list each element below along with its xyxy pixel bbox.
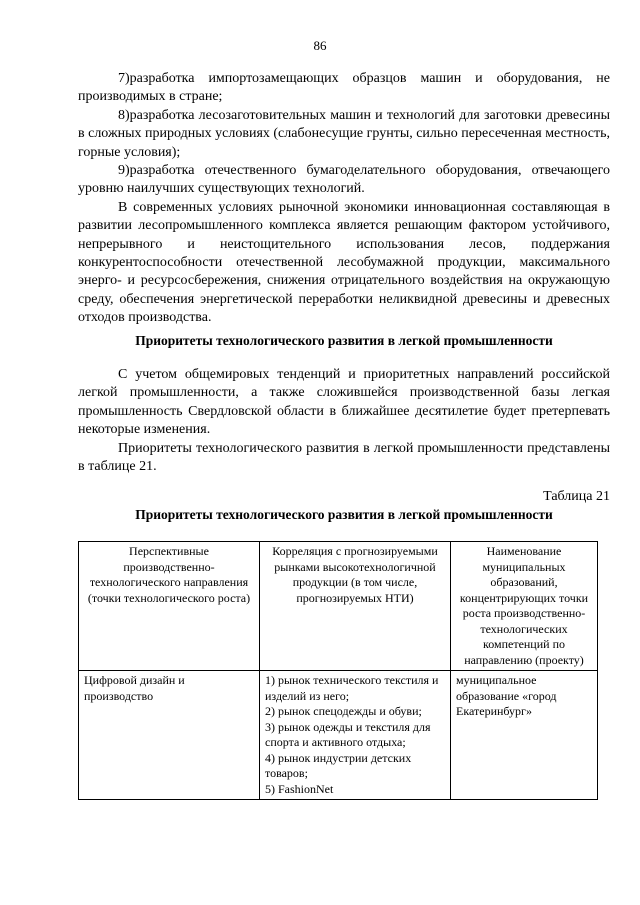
- market-item: 1) рынок технического текстиля и изделий из него;: [265, 673, 439, 703]
- paragraph-table-reference: Приоритеты технологического развития в легкой промышленности представлены в таблице 21.: [78, 440, 610, 475]
- list-item: [78, 70, 610, 107]
- section-heading: Приоритеты технологического развития в легкой промышленности: [135, 333, 553, 348]
- column-header-municipality: Наименование муниципальных образований, концентрирующих точки роста производственно-технологических компетенций по направлению (проекту): [451, 542, 598, 671]
- list-item-number: 8): [118, 107, 130, 123]
- table-header-row: [79, 542, 598, 671]
- paragraph-trends: С учетом общемировых тенденций и приоритетных направлений российской легкой промышленности, а также сложившейся производственной базы легкая промышленность Свердловской области в ближайшее десятилетие будет претерпевать некоторые изменения.: [78, 367, 610, 438]
- market-item: 3) рынок одежды и текстиля для спорта и активного отдыха;: [265, 719, 431, 749]
- body-text-top: [78, 70, 610, 328]
- body-text-section: [78, 366, 610, 476]
- markets-list: [265, 673, 445, 797]
- list-item-text: разработка лесозаготовительных машин и технологий для заготовки древесины в сложных природных условиях (слабонесущие грунты, сильно пересеченная местность, горные условия);: [78, 107, 611, 160]
- cell-markets: [260, 671, 451, 800]
- page-number: 86: [313, 38, 327, 53]
- list-item-number: 9): [118, 163, 130, 179]
- column-header-direction: Перспективные производственно-технологического направления (точки технологического роста): [79, 542, 260, 671]
- table-label: Таблица 21: [543, 489, 610, 504]
- list-item-text: разработка отечественного бумагоделательного оборудования, отвечающего уровню наилучших существующих технологий.: [78, 163, 610, 197]
- cell-municipality: муниципальное образование «город Екатеринбург»: [451, 671, 598, 800]
- table-row: [79, 671, 598, 800]
- list-item-text: разработка импортозамещающих образцов машин и оборудования, не производимых в стране;: [78, 71, 610, 105]
- list-item-number: 7): [118, 71, 130, 86]
- market-item: 5) FashionNet: [265, 781, 334, 796]
- market-item: 2) рынок спецодежды и обуви;: [265, 704, 422, 718]
- cell-direction: Цифровой дизайн и производство: [79, 671, 260, 800]
- paragraph-innovation: В современных условиях рыночной экономики инновационная составляющая в развитии лесопромышленного комплекса является решающим фактором устойчивого, непрерывного и неистощительного использования лесов, поддержания конкурентоспособности отечественной лесобумажной продукции, максимального энерго- и ресурсосбережения, снижения отрицательного воздействия на окружающую среду, обеспечения энергетической переработки неликвидной древесины и древесных отходов производства.: [78, 199, 610, 326]
- table-title: Приоритеты технологического развития в легкой промышленности: [135, 507, 553, 522]
- priorities-table: [78, 541, 598, 800]
- column-header-markets: Корреляция с прогнозируемыми рынками высокотехнологичной продукции (в том числе, прогнозируемых НТИ): [260, 542, 451, 671]
- market-item: 4) рынок индустрии детских товаров;: [265, 750, 412, 780]
- list-item: [78, 107, 610, 162]
- list-item: [78, 162, 610, 199]
